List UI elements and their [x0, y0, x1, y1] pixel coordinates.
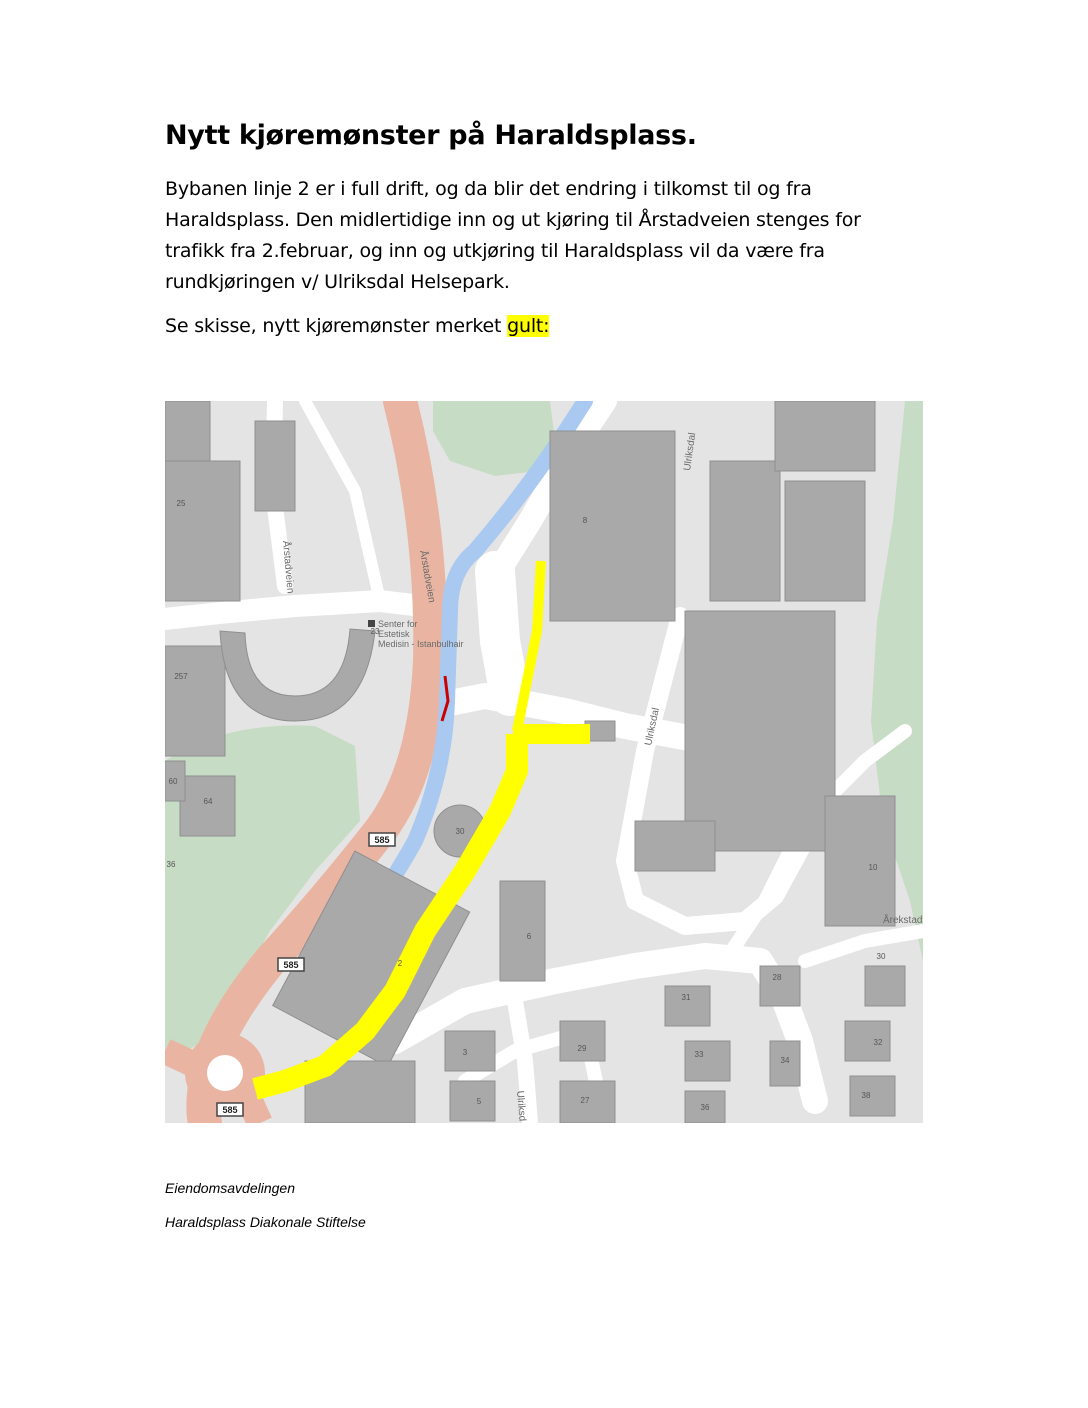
house-number: 30 [876, 952, 886, 961]
house-number: 32 [873, 1038, 883, 1047]
building-5 [450, 1081, 495, 1121]
building-10 [825, 796, 895, 926]
street-north-a [305, 401, 380, 601]
house-number: 3 [462, 1048, 468, 1057]
house-number: 64 [203, 797, 213, 806]
map-svg [165, 401, 923, 1123]
building-hospital [685, 611, 835, 851]
house-number: 36 [166, 860, 176, 869]
road-shield-label: 585 [283, 960, 299, 970]
road-label-ulriksdal: Ulriksdal [682, 431, 699, 472]
house-number: 60 [168, 777, 178, 786]
sketch-note [165, 311, 925, 342]
house-number: 29 [577, 1044, 587, 1053]
route-map [165, 401, 923, 1123]
house-number: 36 [700, 1103, 710, 1112]
road-label-ulriksdal: Ulriksdal [643, 706, 662, 747]
house-number: 25 [176, 499, 186, 508]
signature-organization: Haraldsplass Diakonale Stiftelse [165, 1214, 366, 1230]
sketch-note-text: Se skisse, nytt kjøremønster merket [165, 315, 508, 337]
house-number: 33 [694, 1050, 704, 1059]
road-label-arstadveien: Årstadveien [417, 549, 438, 604]
building-257 [165, 646, 225, 756]
road-shield-label: 585 [374, 835, 390, 845]
building-east-1 [710, 461, 780, 601]
house-number: 28 [772, 973, 782, 982]
house-number: 23 [370, 627, 380, 636]
building-3 [445, 1031, 495, 1071]
poi-label: Estetisk [378, 629, 410, 639]
road-label-ulriksdal: Ulriksd [514, 1090, 528, 1122]
building-33 [685, 1041, 730, 1081]
house-number: 38 [861, 1091, 871, 1100]
house-number: 31 [681, 993, 691, 1002]
road-shield-label: 585 [222, 1105, 238, 1115]
street-west-upper [165, 601, 430, 619]
building-64 [180, 776, 235, 836]
road-shield [278, 958, 304, 971]
building-main-6 [550, 431, 675, 621]
building-hospital-south [635, 821, 715, 871]
building-6-south [500, 881, 545, 981]
house-number: 6 [526, 932, 532, 941]
building-29 [560, 1021, 605, 1061]
house-number: 8 [582, 516, 588, 525]
signature-department: Eiendomsavdelingen [165, 1180, 295, 1196]
building-nw-25 [165, 461, 240, 601]
highlighted-word: gult: [507, 315, 550, 337]
building-nw-2 [255, 421, 295, 511]
house-number: 34 [780, 1056, 790, 1065]
road-shield [369, 833, 395, 846]
street-north-mid [495, 571, 510, 696]
building-31 [665, 986, 710, 1026]
house-number: 27 [580, 1096, 590, 1105]
main-road-585-west [165, 1051, 195, 1065]
poi-label: Medisin - Istanbulhair [378, 639, 464, 649]
house-number: 30 [455, 827, 465, 836]
house-number: 10 [868, 863, 878, 872]
house-number: 2 [397, 959, 403, 968]
building-arc [220, 629, 375, 721]
road-label-arekstad: Årekstad [883, 915, 923, 926]
house-number: 257 [174, 672, 188, 681]
road-shield [217, 1103, 243, 1116]
building-nw-1 [165, 401, 210, 461]
house-number: 5 [476, 1097, 482, 1106]
building-30-east [865, 966, 905, 1006]
poi-label: Senter for [378, 619, 418, 629]
poi-icon [368, 620, 375, 627]
body-paragraph: Bybanen linje 2 er i full drift, og da blir det endring i tilkomst til og fra Haraldsplass. Den midlertidige inn og ut kjøring til Årstadveien stenges for trafikk fra 2.februar, og inn og utkjøring til Haraldsplass vil da være fra rundkjøringen v/ Ulriksdal Helsepark. [165, 178, 861, 293]
main-road-585-south [250, 1101, 260, 1123]
building-28 [760, 966, 800, 1006]
roundabout-center [207, 1055, 243, 1091]
building-east-2 [775, 401, 875, 471]
building-east-3 [785, 481, 865, 601]
page-title: Nytt kjøremønster på Haraldsplass. [165, 120, 697, 151]
building-32 [845, 1021, 890, 1061]
building-38 [850, 1076, 895, 1116]
street-arekstad [805, 931, 923, 961]
road-label-arstadveien: Årstadveien [280, 540, 296, 594]
